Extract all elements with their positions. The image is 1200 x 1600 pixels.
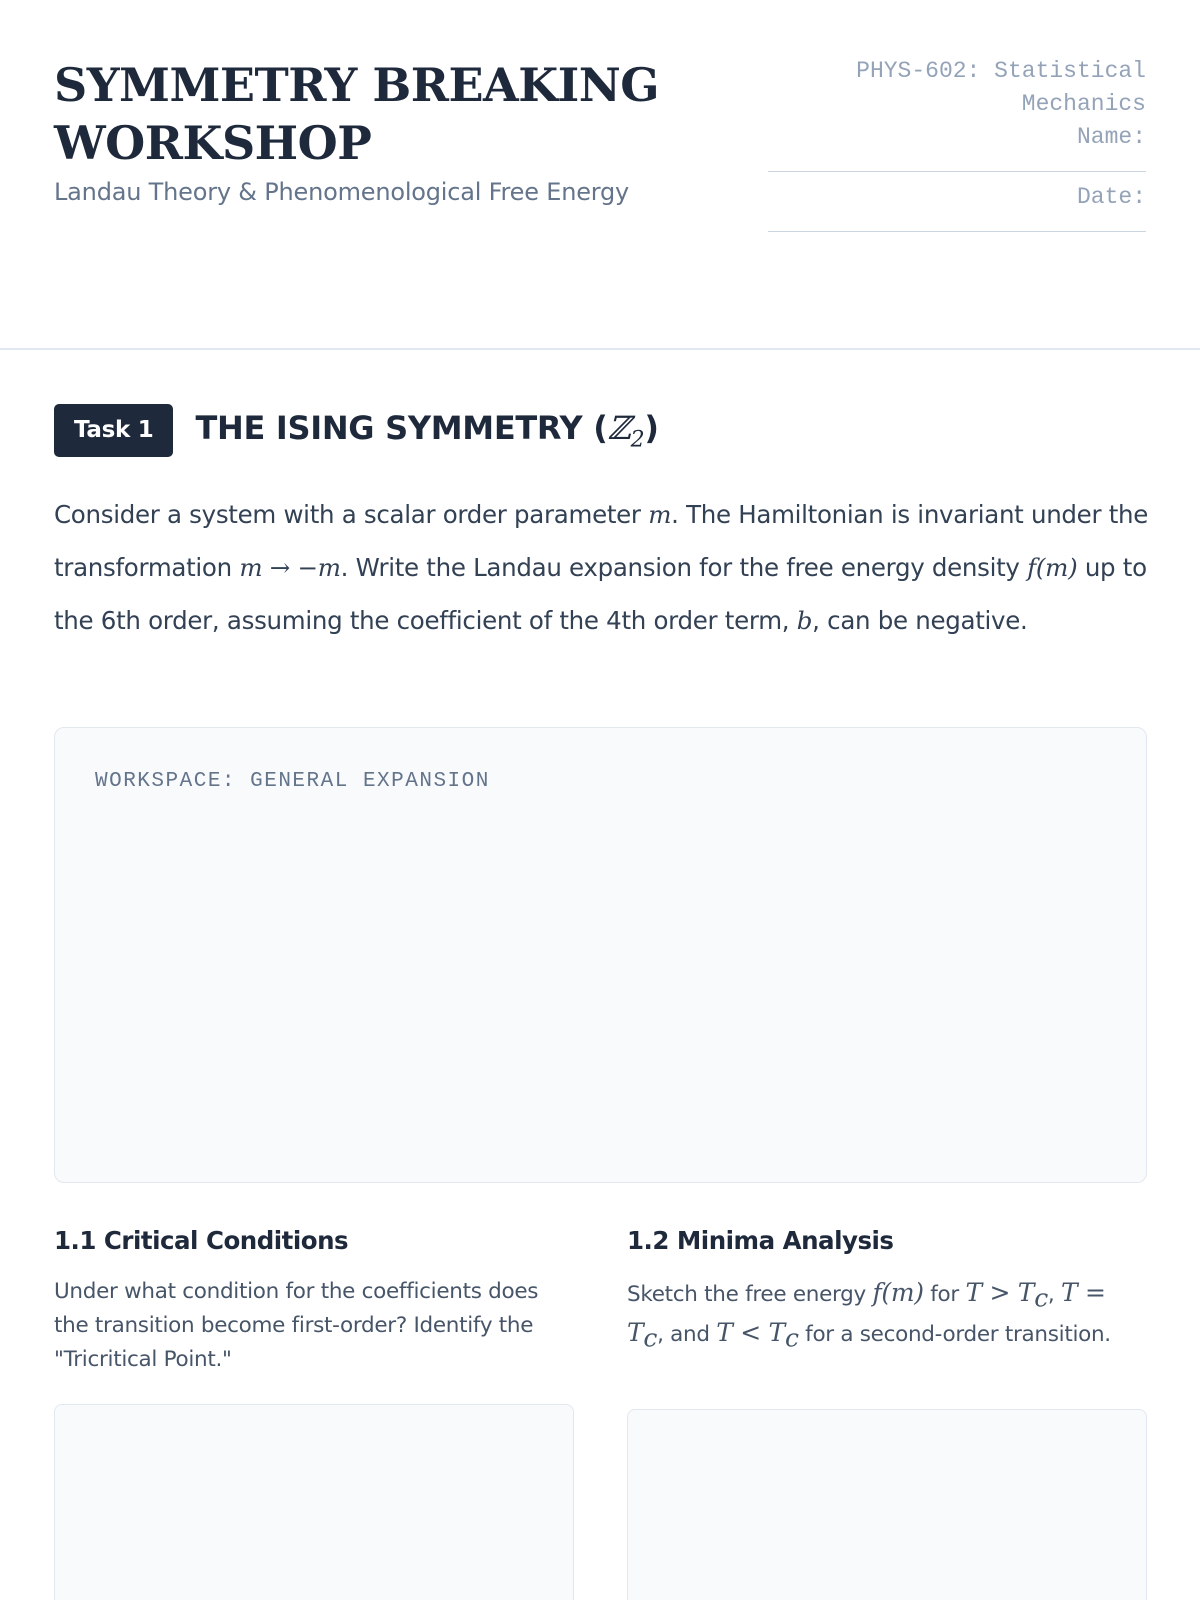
z2-symbol: ℤ: [607, 408, 631, 447]
desc-text: . The Hamiltonian is invariant under the transformation: [54, 500, 1149, 582]
z2-subscript: 2: [630, 427, 645, 453]
page-subtitle: Landau Theory & Phenomenological Free Energy: [54, 178, 630, 206]
page-title: SYMMETRY BREAKING WORKSHOP: [54, 58, 660, 170]
task-badge: Task 1: [54, 404, 173, 457]
sub-text: for: [923, 1282, 966, 1307]
sub-text: ,: [1047, 1282, 1061, 1307]
math-sub-c: c: [1034, 1283, 1048, 1313]
math-t-above: T > T: [965, 1278, 1035, 1307]
subtask-critical-conditions: [54, 1226, 574, 1377]
subtask-text: [627, 1275, 1147, 1356]
math-f-of-m: f(m): [1027, 553, 1078, 582]
task-heading: [54, 404, 659, 457]
math-sub-c: c: [643, 1323, 658, 1353]
workspace-label: WORKSPACE: GENERAL EXPANSION: [95, 770, 490, 793]
worksheet-header: [0, 0, 1200, 350]
subtask-minima-analysis: [627, 1226, 1147, 1356]
subtask-title: 1.2 Minima Analysis: [627, 1226, 894, 1255]
student-info-block: [766, 55, 1146, 241]
answer-box-minima-analysis[interactable]: [627, 1409, 1147, 1600]
math-t-below: T < T: [716, 1318, 785, 1348]
math-sub-c: c: [784, 1323, 799, 1353]
math-f-of-m: f(m): [872, 1278, 924, 1307]
date-label: Date:: [1076, 184, 1146, 210]
math-m: m: [648, 500, 672, 529]
course-code: PHYS-602: Statistical Mechanics: [856, 58, 1146, 117]
desc-text: , can be negative.: [812, 606, 1028, 635]
desc-text: . Write the Landau expansion for the free energy density: [340, 553, 1028, 582]
sub-text: , and: [657, 1322, 717, 1348]
math-b: b: [796, 606, 813, 635]
name-label: Name:: [1076, 124, 1146, 150]
sub-text: for a second-order transition.: [798, 1322, 1111, 1348]
desc-text: Consider a system with a scalar order parameter: [54, 500, 649, 529]
math-transformation: m → −m: [239, 553, 341, 582]
task-title-close: ): [644, 408, 659, 447]
workspace-general-expansion[interactable]: [54, 727, 1147, 1183]
answer-box-critical-conditions[interactable]: [54, 1404, 574, 1600]
date-field[interactable]: [768, 214, 1146, 232]
subtask-title: 1.1 Critical Conditions: [54, 1226, 349, 1255]
subtask-text: Under what condition for the coefficients does the transition become first-order? Identify the "Tricritical Point.": [54, 1279, 539, 1372]
desc-text: up to the 6th order, assuming the coefficient of the 4th order term,: [54, 553, 1147, 635]
name-field[interactable]: [768, 154, 1146, 172]
task-description: [54, 488, 1149, 647]
sub-text: Sketch the free energy: [627, 1282, 873, 1307]
math-t-equal: T = T: [627, 1278, 1106, 1348]
task-title: [195, 409, 658, 452]
task-title-text: THE ISING SYMMETRY (: [195, 408, 608, 447]
